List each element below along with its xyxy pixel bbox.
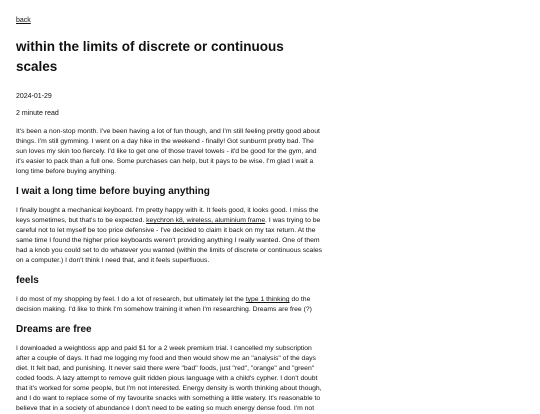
- keyboard-link[interactable]: keychron k8, wireless, aluminium frame: [146, 217, 266, 224]
- page-title: within the limits of discrete or continuous scales: [16, 39, 284, 74]
- intro-paragraph: It's been a non-stop month. I've been having a lot of fun though, and I'm still feeling pretty good about things. I'm still gymming. I went on a day hike in the weekend - finally! Got sunburnt pretty bad. The sun loves my skin too fiercely. I'd like to get one of those travel towels - it'd be good for the gym, and it's easier to pack than a full one. Some purchases can help, but it pays to be wise. I'm glad I wait a long time before buying anything.: [16, 128, 320, 175]
- keyboard-paragraph: [16, 206, 326, 266]
- type-1-thinking-link[interactable]: type 1 thinking: [245, 296, 290, 303]
- section-heading-buying: I wait a long time before buying anything: [16, 186, 210, 197]
- keyboard-text-after: . I was trying to be careful not to let myself be too price defensive - I've decided to claim it back on my tax return. At the same time I found the higher price keyboards weren't providing anything I really wanted. One of them had a knob you could set to do whatever you wanted (within the limits of discrete or continuous scales on a computer.) I don't think I need that, and it feels superfluous.: [16, 217, 323, 264]
- section-heading-dreams: Dreams are free: [16, 324, 92, 335]
- keyboard-text-before: I finally bought a mechanical keyboard. I'm pretty happy with it. It feels good, it looks good. I miss the keys sometimes, but that's to be expected.: [16, 207, 319, 224]
- feels-paragraph: [16, 295, 326, 315]
- feels-text-after: do the decision making. I'd like to think I'm somehow training it when I'm researching. Dreams are free (?): [16, 296, 312, 313]
- post-date: 2024-01-29: [16, 93, 52, 100]
- back-link[interactable]: back: [16, 17, 31, 24]
- read-time: 2 minute read: [16, 110, 59, 117]
- section-heading-feels: feels: [16, 275, 39, 286]
- feels-text-before: I do most of my shopping by feel. I do a lot of research, but ultimately let the: [16, 296, 244, 303]
- dreams-paragraph: I downloaded a weightloss app and paid $1 for a 2 week premium trial. I cancelled my subscription after a couple of days. It had me logging my food and then would show me an "analysis" of the days diet. It felt bad, and punishing. It never said there were "bad" foods, just "red", "orange" and "green" coded foods. A lazy attempt to remove guilt ridden pious language with a child's cypher. I don't doubt that it's worked for some people, but I'm not interested. Energy density is worth thinking about though, and I do want to replace some of my favourite snacks with something a little watery. It's reasonable to believe that in a society of abundance I don't need to be eating so much energy dense food. I'm not: [16, 345, 322, 412]
